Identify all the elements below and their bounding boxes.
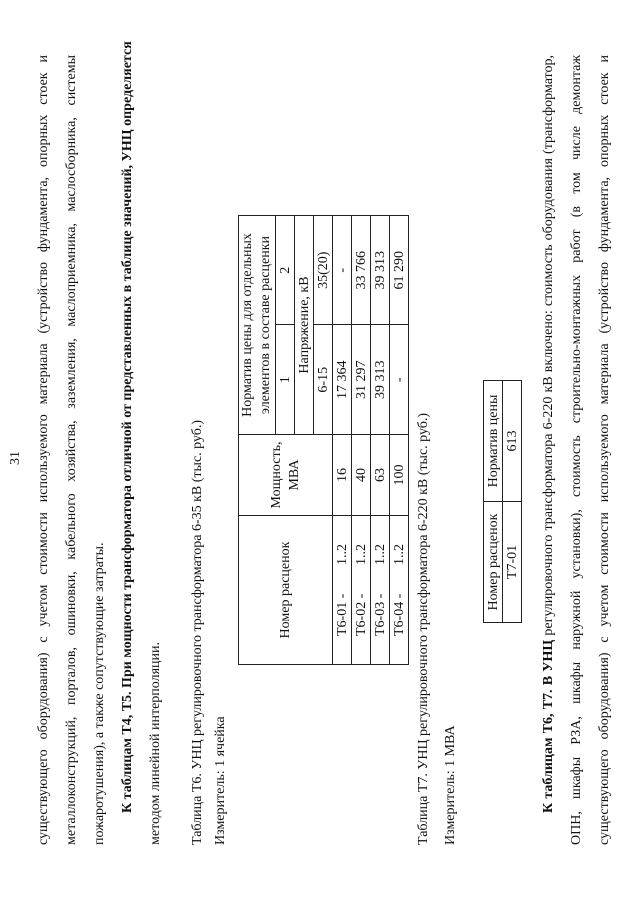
header-col1: 1 [276, 325, 295, 435]
table-t7-unit: Измеритель: 1 МВА [443, 725, 458, 845]
table-t7 [483, 380, 522, 623]
rate-range: 1..2 [372, 544, 388, 565]
table-t6-caption: Таблица Т6. УНЦ регулировочного трансформатора 6-35 кВ (тыс. руб.) [190, 419, 205, 845]
header-code: Номер расценок [484, 502, 503, 623]
rate-dash: - [391, 593, 407, 599]
power-cell: 100 [390, 435, 409, 516]
power-cell: 40 [352, 435, 371, 516]
text-run: регулировочного трансформатора 6-220 кВ включено: стоимость оборудования (трансформатор, [541, 55, 556, 640]
text-line: металлоконструкций, порталов, ошиновки, кабельного хозяйства, заземления, маслоприемника, маслосборника, системы [64, 55, 79, 845]
table-t7-caption: Таблица Т7. УНЦ регулировочного трансформатора 6-220 кВ (тыс. руб.) [416, 412, 431, 845]
price-cell-1: 39 313 [371, 325, 390, 435]
price-cell-2: 33 766 [352, 216, 371, 326]
rate-code: Т6-01 [334, 601, 350, 636]
rate-range: 1..2 [391, 544, 407, 565]
text-line: существующего оборудования) с учетом стоимости используемого материала (устройство фундамента, опорных стоек и [36, 55, 51, 845]
rate-dash: - [372, 593, 388, 599]
rate-range: 1..2 [334, 544, 350, 565]
header-voltage: Напряжение, кВ [295, 216, 314, 435]
table-row [352, 216, 371, 665]
text-line: ОПН, шкафы РЗА, шкафы наружной установки), стоимость строительно-монтажных работ (в том числе демонтаж [569, 55, 584, 845]
rate-dash: - [353, 593, 369, 599]
page-number: 31 [8, 451, 23, 465]
header-code: Номер расценок [239, 516, 333, 665]
text-line: пожаротушения), а также сопутствующие затраты. [92, 542, 107, 845]
table-row [503, 381, 522, 623]
table-row [371, 216, 390, 665]
price-cell-2: - [333, 216, 352, 326]
header-norm: Норматив цены для отдельных элементов в составе расценки [239, 216, 276, 435]
text-line [114, 41, 142, 845]
paragraph-t4-t5-note [114, 41, 170, 845]
table-row [390, 216, 409, 665]
text-line: существующего оборудования) с учетом стоимости используемого материала (устройство фундамента, опорных стоек и [597, 55, 612, 845]
rate-code: Т6-02 [353, 601, 369, 636]
bold-lead: К таблицам Т4, Т5. При мощности трансформатора отличной от представленных в таблице значений, УНЦ определяется [120, 41, 135, 813]
rate-range: 1..2 [353, 544, 369, 565]
rate-code: Т6-03 [372, 601, 388, 636]
price-cell-2: 61 290 [390, 216, 409, 326]
rate-code-cell [390, 516, 409, 665]
table-t6 [238, 215, 409, 665]
table-t6-unit: Измеритель: 1 ячейка [213, 716, 228, 845]
price-cell-1: - [390, 325, 409, 435]
power-cell: 63 [371, 435, 390, 516]
header-voltage-1: 6-15 [314, 325, 333, 435]
header-norm: Норматив цены [484, 381, 503, 502]
table-row [333, 216, 352, 665]
text-line [535, 55, 563, 845]
price-cell-1: 31 297 [352, 325, 371, 435]
rate-code-cell [371, 516, 390, 665]
price-cell-2: 39 313 [371, 216, 390, 326]
rate-code-cell [333, 516, 352, 665]
price-cell-1: 17 364 [333, 325, 352, 435]
header-voltage-2: 35(20) [314, 216, 333, 326]
paragraph-t6-t7-note [535, 55, 619, 845]
rate-dash: - [334, 593, 350, 599]
price-cell: 613 [503, 381, 522, 502]
rate-code: Т7-01 [503, 502, 522, 623]
paragraph-installation-costs [30, 55, 114, 845]
header-power: Мощность, МВА [239, 435, 333, 516]
rate-code-cell [352, 516, 371, 665]
text-line: методом линейной интерполяции. [148, 641, 163, 845]
header-col2: 2 [276, 216, 295, 326]
power-cell: 16 [333, 435, 352, 516]
rate-code: Т6-04 [391, 601, 407, 636]
bold-lead: К таблицам Т6, Т7. В УНЦ [541, 639, 556, 813]
